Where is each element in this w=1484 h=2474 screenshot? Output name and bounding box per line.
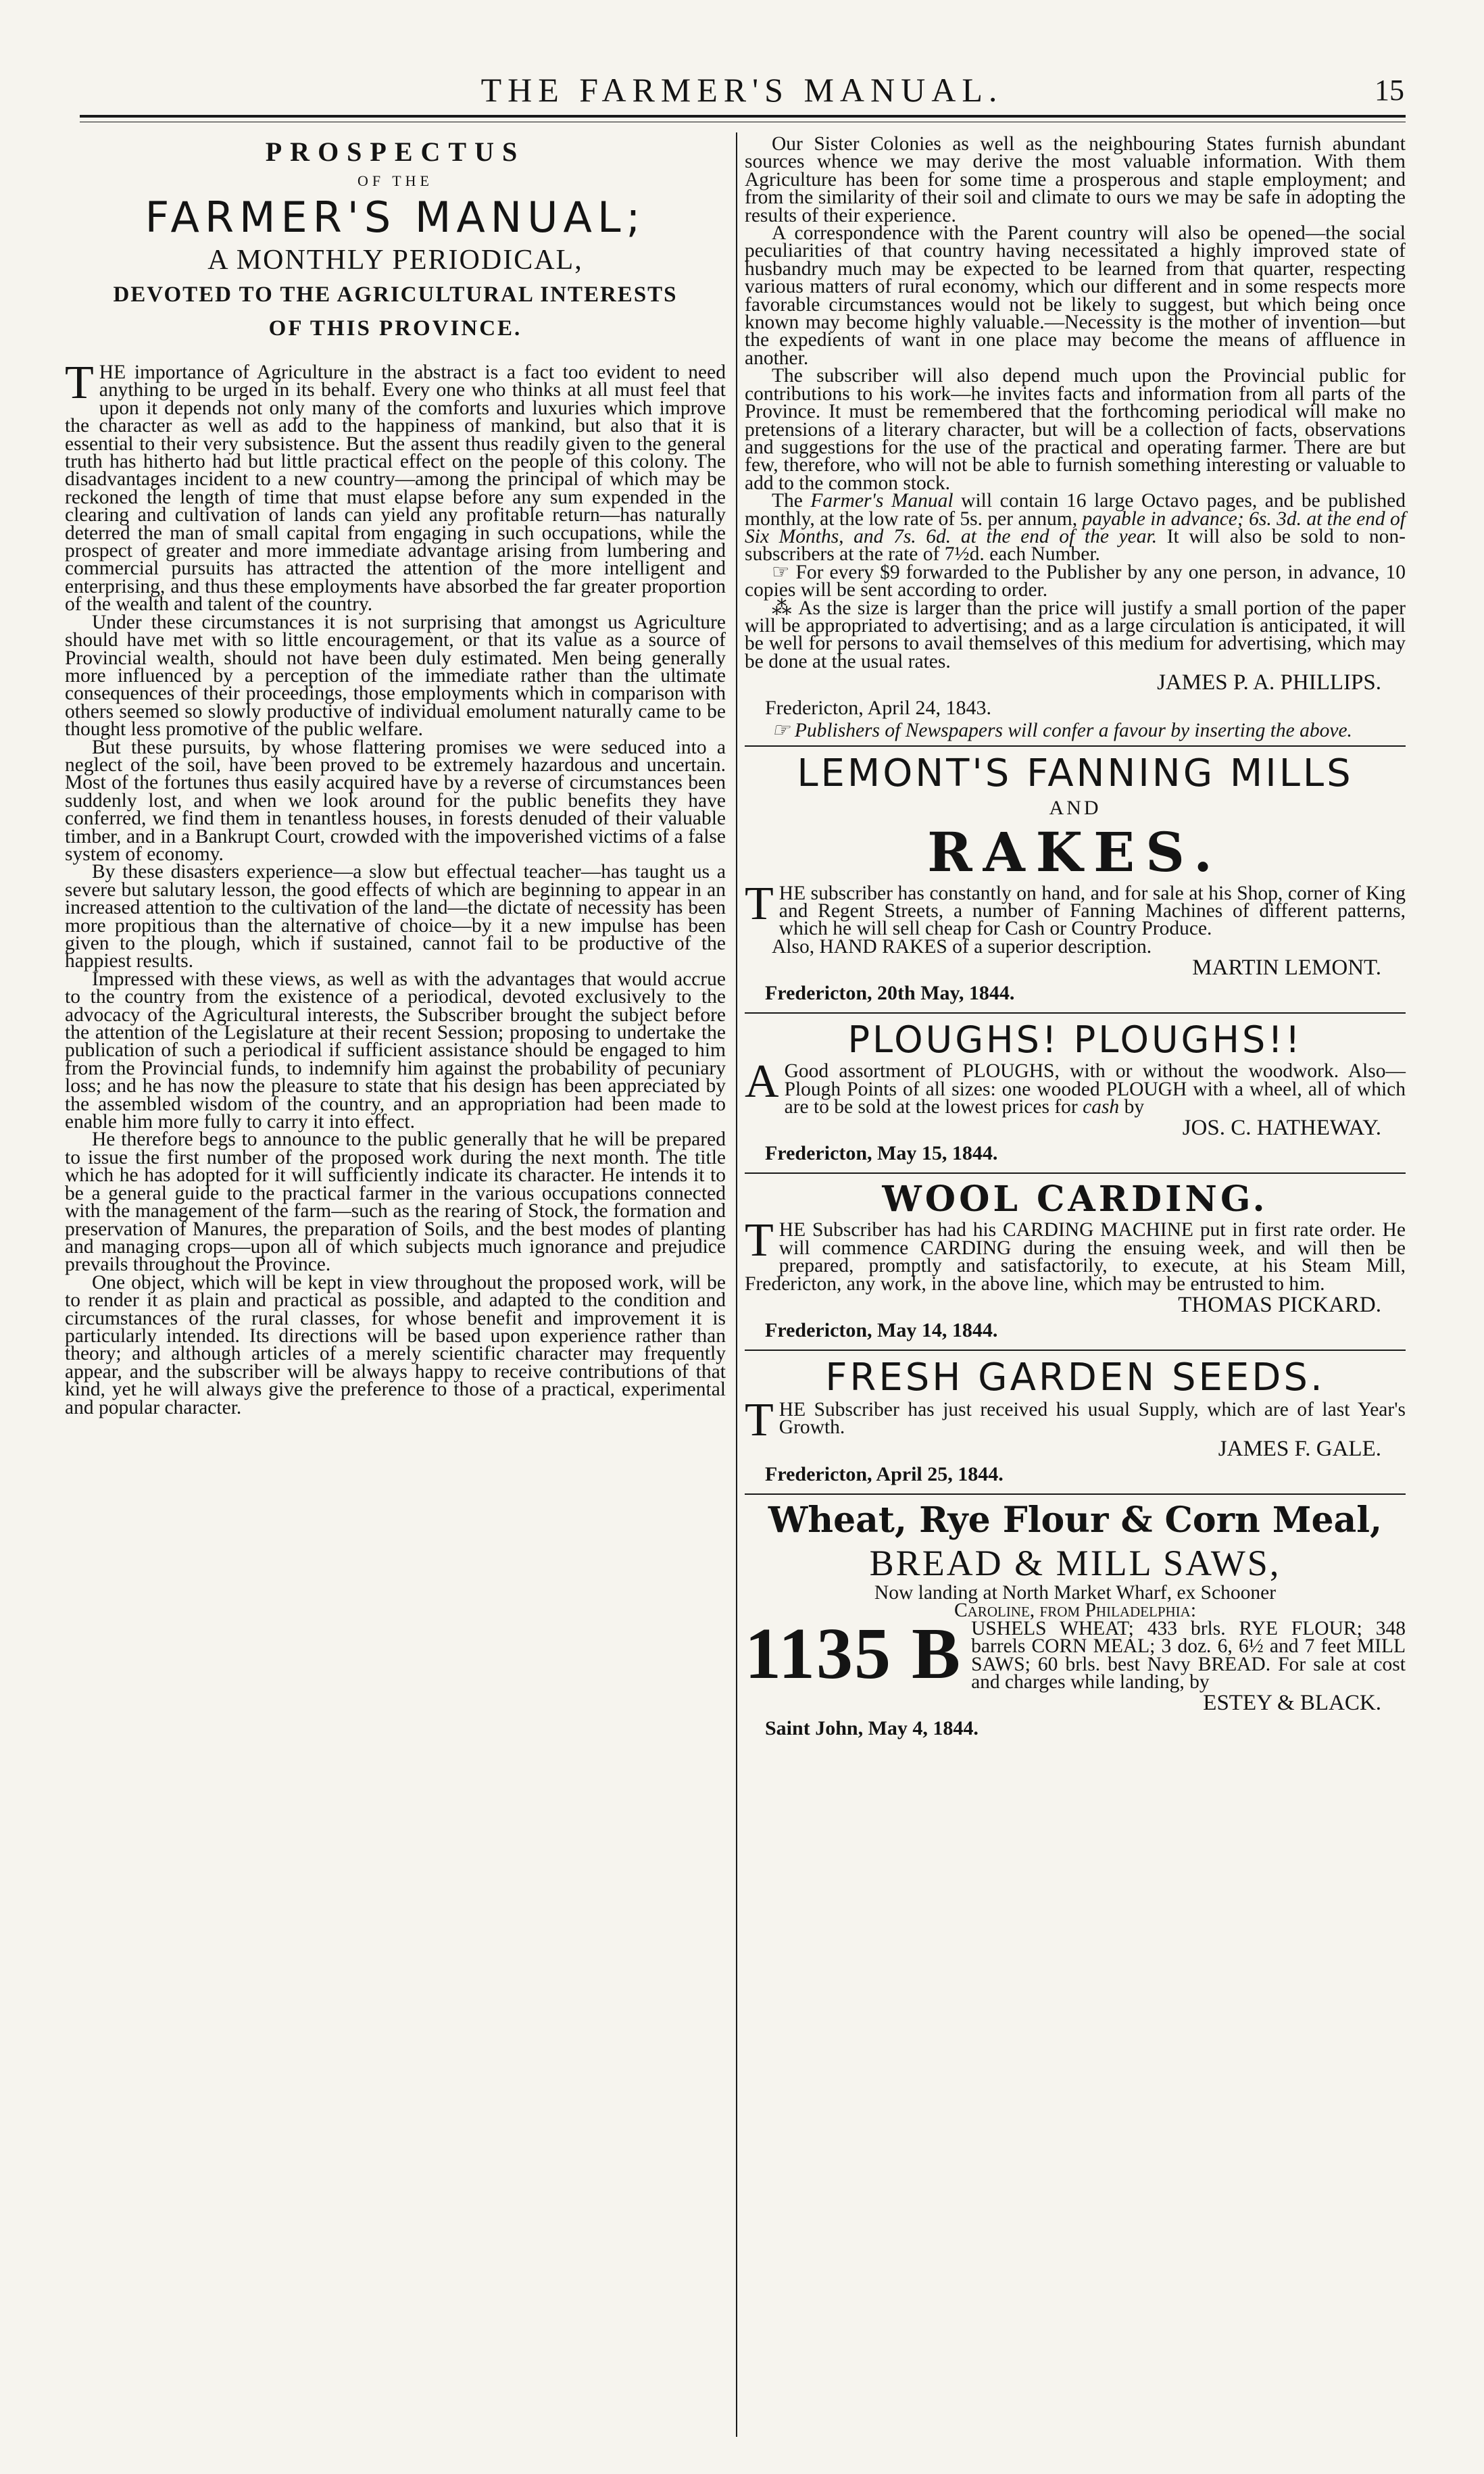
- club-note: ☞ For every $9 forwarded to the Publisher by any one person, in advance, 10 copies will be sent according to order.: [745, 561, 1406, 601]
- wool-signature: THOMAS PICKARD.: [1178, 1293, 1381, 1318]
- lemont-title: LEMONT'S FANNING MILLS: [797, 751, 1354, 795]
- seeds-text: THE Subscriber has just received his usual Supply, which are of last Year's Growth.: [745, 1394, 1406, 1447]
- terms-italic: payable in advance; 6s. 3d. at the end of Six Months, and 7s. 6d. at the end of the year.: [745, 508, 1406, 547]
- prospectus-title: PROSPECTUS: [265, 137, 526, 167]
- ad-divider-3: [745, 1172, 1406, 1174]
- wool-title: WOOL CARDING.: [882, 1179, 1268, 1220]
- continued-paragraph-1: Our Sister Colonies as well as the neighbouring States furnish abundant sources whence we may derive the most valuable information. With them Agriculture has been for some time a prosperous and staple employment; and from the similarity of their soil and climate to ours we may be safe in adopting the results of their experience.: [745, 133, 1406, 226]
- wheat-text: 1135 B USHELS WHEAT; 433 brls. RYE FLOUR; 348 barrels CORN MEAL; 3 doz. 6, 6½ and 7 feet MILL SAWS; 60 brls. best Navy BREAD. For sale at cost and charges while landing, by: [745, 1613, 1406, 1694]
- ad-divider-2: [745, 1012, 1406, 1014]
- prospectus-province: OF THIS PROVINCE.: [268, 316, 522, 341]
- prospectus-paragraph-6: He therefore begs to announce to the public generally that he will be prepared to issue the first number of the proposed work during the next month. The title which he has adopted for it will sufficiently indicate its character. He intends it to be a general guide to the practical farmer in the various occupations connected with the management of the farm—such as the rearing of Stock, the formation and preservation of Manures, the preparation of Soils, and the best modes of planting and managing crops—upon all of which subjects much ignorance and prejudice prevails throughout the Province.: [65, 1129, 726, 1276]
- ad-divider-1: [745, 745, 1406, 747]
- prospectus-paragraph-5: Impressed with these views, as well as with the advantages that would accrue to the country from the existence of a periodical, devoted exclusively to the advocacy of the Agricultural interests, the Subscriber brought the subject before the attention of the Legislature at their recent Session; proposing to undertake the publication of such a periodical if sufficient assistance should be engaged to him from the Provincial funds, to indemnify him against the probability of pecuniary loss; and he has now the pleasure to state that his design has been appreciated by the assembled wisdom of the country, and an appropriation had been made to enable him more fully to carry it into effect.: [65, 968, 726, 1133]
- lemont-text-2: Also, HAND RAKES of a superior description.: [772, 935, 1152, 958]
- prospectus-paragraph-4: By these disasters experience—a slow but effectual teacher—has taught us a severe but salutary lesson, the good effects of which are beginning to appear in an increased attention to the cultivation of the land—the dictate of necessity has been more propitious than the alternative of choice—by it a new impulse has been given to the plough, which if sustained, cannot fail to be productive of the happiest results.: [65, 861, 726, 972]
- ploughs-dateline: Fredericton, May 15, 1844.: [765, 1142, 998, 1165]
- lemont-signature: MARTIN LEMONT.: [1192, 956, 1381, 981]
- advert-note: ⁂ As the size is larger than the price will justify a small portion of the paper will be appropriated to advertising; and as a large circulation is anticipated, it will be well for persons to avail themselves of this medium for advertising, which may be done at the usual rates.: [745, 597, 1406, 672]
- lemont-and: AND: [1049, 796, 1102, 819]
- wheat-signature: ESTEY & BLACK.: [1203, 1691, 1381, 1716]
- running-head: [80, 70, 1404, 111]
- ad-divider-5: [745, 1493, 1406, 1495]
- column-divider: [736, 132, 737, 2437]
- prospectus-heading: [65, 135, 726, 346]
- lemont-dateline: Fredericton, 20th May, 1844.: [765, 982, 1015, 1005]
- left-column: [65, 135, 726, 1416]
- prospectus-monthly: A MONTHLY PERIODICAL,: [207, 245, 583, 276]
- prospectus-paragraph-2: Under these circumstances it is not surprising that amongst us Agriculture should have met with so little encouragement, or that its value as a source of Provincial wealth, should not have been duly estimated. Men being generally more influenced by a perception of the immediate rather than the ultimate consequences of their proceedings, those employments which in comparison with others seemed so slowly productive of individual emolument naturally came to be thought less promotive of the public welfare.: [65, 611, 726, 741]
- rakes-title: RAKES.: [927, 820, 1223, 884]
- publishers-note: ☞ Publishers of Newspapers will confer a favour by inserting the above.: [772, 720, 1352, 742]
- prospectus-paragraph-1: THE importance of Agriculture in the abstract is a fact too evident to need anything to be urged in its behalf. Every one who thinks at all must feel that upon it depends not only many of the comforts and luxuries which improve the character as well as add to the happiness of mankind, but also that it is essential to their very subsistence. But the assent thus readily given to the general truth has hitherto had but little practical effect on the people of this colony. The disadvantages incident to a new country—among the principal of which may be reckoned the length of time that must elapse before any sum expended in the clearing and cultivation of lands can yield any profitable return—has naturally deterred the man of small capital from engaging in such occupations, while the prospect of greater and more immediate advantage arising from lumbering and commercial pursuits has attracted the attention of the more intelligent and enterprising, and thus these employments have absorbed the far greater proportion of the wealth and talent of the country.: [65, 357, 726, 616]
- prospectus-paragraph-7: One object, which will be kept in view throughout the proposed work, will be to render it as plain and practical as possible, and adapted to the condition and circumstances of the rural classes, for whose benefit and improvement it is particularly intended. Its directions will be based upon experience rather than theory; and although articles of a merely scientific character may frequently appear, and the subscriber will be always happy to receive contributions of that kind, yet he will always give the preference to those of a practical, experimental and popular character.: [65, 1271, 726, 1418]
- seeds-dateline: Fredericton, April 25, 1844.: [765, 1462, 1004, 1485]
- prospectus-farmers-manual: FARMER'S MANUAL;: [145, 193, 646, 242]
- prospectus-devoted: DEVOTED TO THE AGRICULTURAL INTERESTS: [113, 282, 678, 307]
- ad-ploughs: [745, 1018, 1406, 1167]
- seeds-signature: JAMES F. GALE.: [1218, 1436, 1381, 1461]
- top-rule-thick: [80, 115, 1406, 118]
- ad-seeds: [745, 1355, 1406, 1488]
- terms-paragraph: The Farmer's Manual will contain 16 large Octavo pages, and be published monthly, at the low rate of 5s. per annum, payable in advance; 6s. 3d. at the end of Six Months, and 7s. 6d. at the end of the year. It will also be sold to non-subscribers at the rate of 7½d. each Number.: [745, 490, 1406, 566]
- wheat-dateline: Saint John, May 4, 1844.: [765, 1717, 979, 1740]
- lemont-text: THE subscriber has constantly on hand, and for sale at his Shop, corner of King and Regent Streets, a number of Fanning Machines of different patterns, which he will sell cheap for Cash or Country Produce.: [745, 877, 1406, 940]
- prospectus-paragraph-3: But these pursuits, by whose flattering promises we were seduced into a neglect of the soil, have been proved to be extremely hazardous and uncertain. Most of the fortunes thus easily acquired have by a reverse of circumstances been suddenly lost, and when we look around for the public benefits they have conferred, we find them in tenantless houses, in forests denuded of their valuable timber, and in a Bankrupt Court, crowded with the impoverished victims of a false system of economy.: [65, 736, 726, 865]
- ploughs-title: PLOUGHS! PLOUGHS!!: [847, 1018, 1303, 1062]
- ploughs-signature: JOS. C. HATHEWAY.: [1182, 1116, 1381, 1141]
- page-number: 15: [1375, 74, 1404, 107]
- wheat-landing: Now landing at North Market Wharf, ex Schooner: [874, 1581, 1277, 1604]
- ad-wheat: [745, 1499, 1406, 1742]
- prospectus-dropcap: T: [65, 357, 94, 409]
- wool-text: THE Subscriber has had his CARDING MACHINE put in first rate order. He will commence CARDING during the ensuing week, and will then be prepared, promptly and satisfactorily, to execute, at his Steam Mill, Fredericton, any work, in the above line, which may be entrusted to him.: [745, 1214, 1406, 1295]
- phillips-signature: JAMES P. A. PHILLIPS.: [1157, 670, 1381, 695]
- prospectus-body: [65, 357, 726, 1418]
- ad-divider-4: [745, 1350, 1406, 1351]
- wheat-big-number: 1135 B: [745, 1613, 962, 1694]
- running-head-title: THE FARMER'S MANUAL.: [480, 71, 1004, 109]
- right-column: [745, 135, 1406, 1742]
- prospectus-of-the: OF THE: [357, 172, 433, 189]
- seeds-dropcap: T: [745, 1394, 774, 1447]
- bread-title: BREAD & MILL SAWS,: [869, 1542, 1281, 1583]
- continued-paragraph-2: A correspondence with the Parent country will also be opened—the social peculiarities of that country having necessitated a highly improved state of husbandry much may be expected to be learned from that quarter, respecting various matters of rural economy, which our different and in some respects more favorable circumstances would not be likely to suggest, but which being once known may become highly valuable.—Necessity is the mother of invention—but the expedients of want in one place may become the means of affluence in another.: [745, 222, 1406, 369]
- continued-paragraph-3: The subscriber will also depend much upon the Provincial public for contributions to his work—he invites facts and information from all parts of the Province. It must be remembered that the forthcoming periodical will make no pretensions of a literary character, but will be a collection of facts, observations and suggestions for the use of the practical and operating farmer. There are but few, therefore, who will not be able to furnish something interesting or valuable to add to the common stock.: [745, 365, 1406, 494]
- wheat-vessel: Caroline, from Philadelphia:: [954, 1600, 1197, 1622]
- phillips-dateline: Fredericton, April 24, 1843.: [765, 697, 991, 720]
- wool-dateline: Fredericton, May 14, 1844.: [765, 1319, 998, 1342]
- ploughs-dropcap: A: [745, 1056, 779, 1108]
- wool-dropcap: T: [745, 1214, 774, 1267]
- ad-lemont: [745, 751, 1406, 1008]
- seeds-title: FRESH GARDEN SEEDS.: [825, 1356, 1325, 1400]
- lemont-dropcap: T: [745, 877, 774, 930]
- ad-wool: [745, 1178, 1406, 1344]
- wheat-title: Wheat, Rye Flour & Corn Meal,: [768, 1499, 1383, 1541]
- prospectus-continued: [745, 135, 1406, 670]
- ploughs-text: A Good assortment of PLOUGHS, with or without the woodwork. Also—Plough Points of all sizes: one wooded PLOUGH with a wheel, all of which are to be sold at the lowest prices for cash by: [745, 1056, 1406, 1118]
- terms-title: Farmer's Manual: [810, 490, 954, 512]
